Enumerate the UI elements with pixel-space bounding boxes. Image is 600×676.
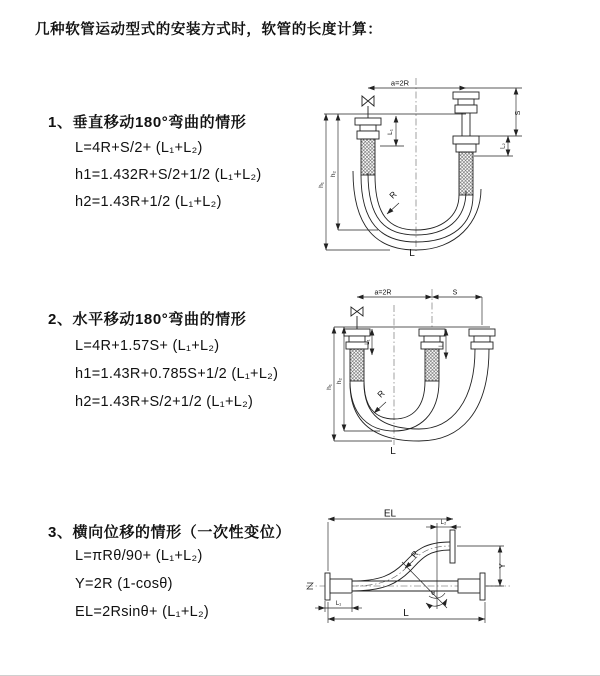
dim-label-s: S xyxy=(452,289,458,297)
section-2-formula-L: L=4R+1.57S+ (L₁+L₂) xyxy=(75,338,220,354)
dim-label-a2r: a=2R xyxy=(390,78,410,88)
dim-label-h1: h₁ xyxy=(318,182,325,188)
dim-label-l: L xyxy=(403,608,409,619)
dim-label-h2: h₂ xyxy=(336,377,343,385)
section-1-heading: 1、垂直移动180°弯曲的情形 xyxy=(48,114,247,131)
angle-label: θ xyxy=(431,590,435,597)
diagram-vertical-180-bend xyxy=(316,72,586,257)
dimension-l2 xyxy=(474,136,513,156)
right-pipe-assembly xyxy=(453,92,479,195)
page-title: 几种软管运动型式的安装方式时，软管的长度计算： xyxy=(35,22,383,38)
radius-callout xyxy=(387,189,399,214)
section-1-formula-h1: h1=1.432R+S/2+1/2 (L₁+L₂) xyxy=(75,167,262,183)
section-3-formula-L: L=πRθ/90+ (L₁+L₂) xyxy=(75,548,203,564)
dim-label-l2: L₂ xyxy=(440,520,447,526)
radius-label: R xyxy=(408,548,421,560)
section-2-formula-h1: h1=1.43R+0.785S+1/2 (L₁+L₂) xyxy=(75,366,279,382)
section-3-heading: 3、横向位移的情形（一次性变位） xyxy=(48,524,291,541)
dim-label-l1: L₁ xyxy=(387,129,394,135)
dim-label-a2r: a=2R xyxy=(374,289,392,297)
valve-icon xyxy=(362,96,374,106)
dimension-s xyxy=(432,290,482,326)
middle-pipe-assembly xyxy=(419,329,445,381)
dim-label-l1: L₁ xyxy=(365,339,371,345)
dimension-a-2r xyxy=(357,290,432,298)
length-label: L xyxy=(409,248,415,257)
section-2-formula-h2: h2=1.43R+S/2+1/2 (L₁+L₂) xyxy=(75,394,254,410)
section-3-formula-EL: EL=2Rsinθ+ (L₁+L₂) xyxy=(75,604,210,620)
radius-callout xyxy=(405,549,421,568)
s-curve-hose xyxy=(352,542,450,591)
hose-u-bend xyxy=(350,349,489,441)
dim-label-el: EL xyxy=(383,508,397,520)
braided-hose-section xyxy=(459,152,473,195)
dimension-el xyxy=(328,509,453,572)
dimension-l1 xyxy=(315,594,362,612)
braided-hose-section xyxy=(350,349,364,381)
dim-label-h1: h₁ xyxy=(326,384,333,390)
radius-label: R xyxy=(387,189,399,201)
radius-label: R xyxy=(375,388,387,400)
dimension-l1 xyxy=(380,116,404,146)
length-label: L xyxy=(390,446,396,457)
left-pipe-assembly xyxy=(324,106,466,178)
radius-callout xyxy=(374,388,387,413)
upper-flange xyxy=(450,530,455,563)
dimension-a-2r xyxy=(368,79,522,89)
diagram-horizontal-180-bend xyxy=(322,283,552,463)
dim-label-h2: h₂ xyxy=(330,170,337,178)
left-pipe-assembly xyxy=(344,329,370,381)
diagram-lateral-displacement xyxy=(300,505,560,655)
section-2-heading: 2、水平移动180°弯曲的情形 xyxy=(48,311,247,328)
dim-label-y: Y xyxy=(498,563,507,569)
dim-label-l2: L₂ xyxy=(500,143,507,149)
dimension-l2 xyxy=(426,520,461,527)
dimension-s xyxy=(479,88,522,136)
braided-hose-section xyxy=(361,139,375,175)
section-3-formula-Y: Y=2R (1-cosθ) xyxy=(75,576,173,592)
angle-construction xyxy=(402,523,447,609)
valve-icon xyxy=(351,307,363,329)
dimension-l xyxy=(328,602,485,623)
braided-hose-section xyxy=(425,349,439,381)
section-1-formula-h2: h2=1.43R+1/2 (L₁+L₂) xyxy=(75,194,222,210)
dim-label-s: S xyxy=(515,110,522,116)
right-flange-assembly xyxy=(458,573,485,600)
section-1-formula-L: L=4R+S/2+ (L₁+L₂) xyxy=(75,140,203,156)
dim-label-l1: L₁ xyxy=(335,601,342,607)
left-flange-assembly xyxy=(325,573,352,600)
dim-label-l2: L₂ xyxy=(439,341,445,347)
right-pipe-assembly xyxy=(469,329,495,349)
